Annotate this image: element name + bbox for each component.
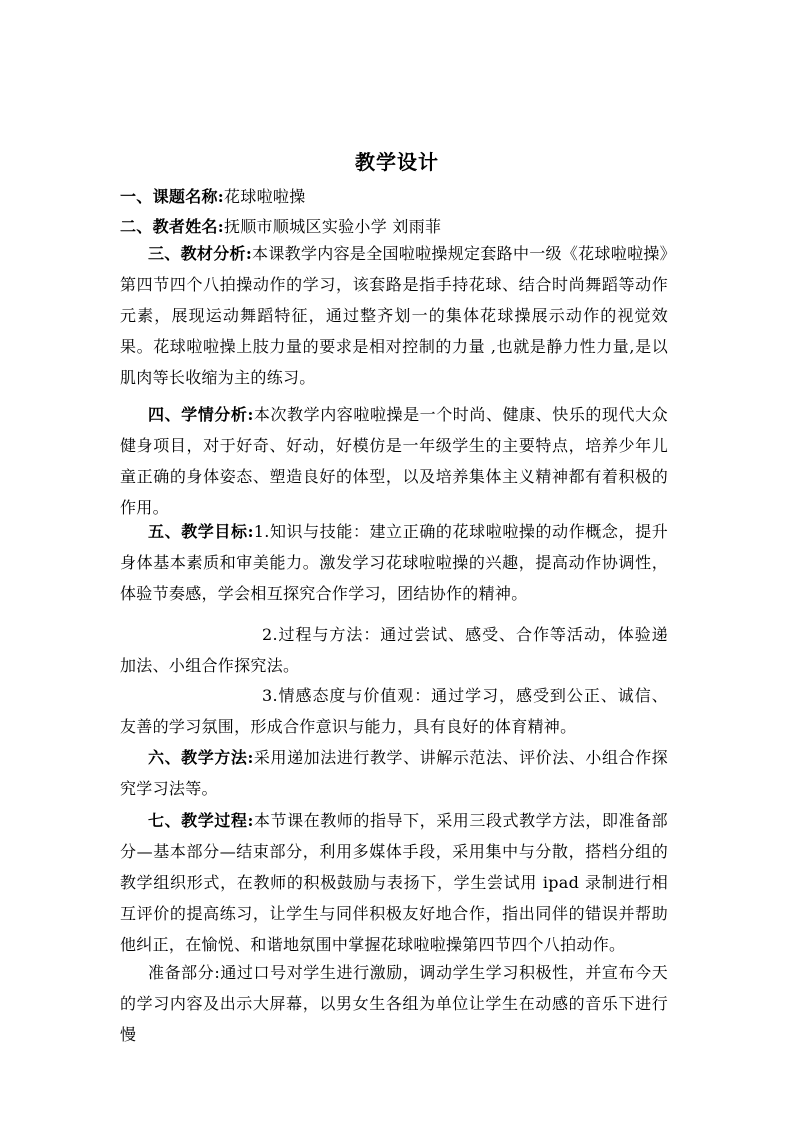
section-teaching-goals-text: 1.知识与技能：建立正确的花球啦啦操的动作概念，提升身体基本素质和审美能力。激发学习花球啦啦操的兴趣，提高动作协调性，体验节奏感，学会相互探究合作学习，团结协作的精神。	[120, 522, 668, 603]
section-material-analysis	[120, 238, 668, 393]
section-teaching-methods-text: 采用递加法进行教学、讲解示范法、评价法、小组合作探究学习法等。	[120, 748, 668, 798]
section-teaching-methods	[120, 742, 668, 804]
section-material-analysis-heading: 三、教材分析:	[148, 244, 253, 263]
section-teacher-text: 抚顺市顺城区实验小学 刘雨菲	[224, 217, 442, 236]
section-learner-analysis	[120, 399, 668, 523]
goal-emotion-values: 3.情感态度与价值观：通过学习，感受到公正、诚信、友善的学习氛围，形成合作意识与能力，具有良好的体育精神。	[120, 686, 668, 736]
section-teaching-process-text: 本节课在教师的指导下，采用三段式教学方法，即准备部分—基本部分—结束部分，利用多媒体手段，采用集中与分散，搭档分组的教学组织形式，在教师的积极鼓励与表扬下，学生尝试用 ipad 录制进行相互评价的提高练习，让学生与同伴积极友好地合作，指出同伴的错误并帮助他纠正，在愉悦、和谐地氛围中掌握花球啦啦操第四节四个八拍动作。	[120, 811, 668, 954]
goal-process-method: 2.过程与方法：通过尝试、感受、合作等活动，体验递加法、小组合作探究法。	[120, 625, 668, 675]
document-title: 教学设计	[355, 150, 439, 174]
section-teaching-goals	[120, 516, 668, 609]
section-topic-heading: 一、课题名称:	[120, 187, 225, 206]
section-topic-text: 花球啦啦操	[224, 187, 306, 206]
preparation-part: 准备部分:通过口号对学生进行激励，调动学生学习积极性，并宣布今天的学习内容及出示大屏幕，以男女生各组为单位让学生在动感的音乐下进行慢	[120, 963, 668, 1044]
section-learner-analysis-heading: 四、学情分析:	[148, 405, 254, 424]
section-learner-analysis-text: 本次教学内容啦啦操是一个时尚、健康、快乐的现代大众健身项目，对于好奇、好动，好模仿是一年级学生的主要特点，培养少年儿童正确的身体姿态、塑造良好的体型，以及培养集体主义精神都有着积极的作用。	[120, 405, 668, 517]
section-teaching-process-heading: 七、教学过程:	[148, 811, 254, 830]
section-teaching-process	[120, 805, 668, 960]
section-topic	[120, 181, 668, 212]
section-teacher-heading: 二、教者姓名:	[120, 217, 225, 236]
section-teaching-methods-heading: 六、教学方法:	[148, 748, 254, 767]
section-material-analysis-text: 本课教学内容是全国啦啦操规定套路中一级《花球啦啦操》第四节四个八拍操动作的学习，该套路是指手持花球、结合时尚舞蹈等动作元素，展现运动舞蹈特征，通过整齐划一的集体花球操展示动作的视觉效果。花球啦啦操上肢力量的要求是相对控制的力量 ,也就是静力性力量,是以肌肉等长收缩为主的练习。	[120, 244, 668, 387]
section-teaching-goals-heading: 五、教学目标:	[148, 522, 254, 541]
